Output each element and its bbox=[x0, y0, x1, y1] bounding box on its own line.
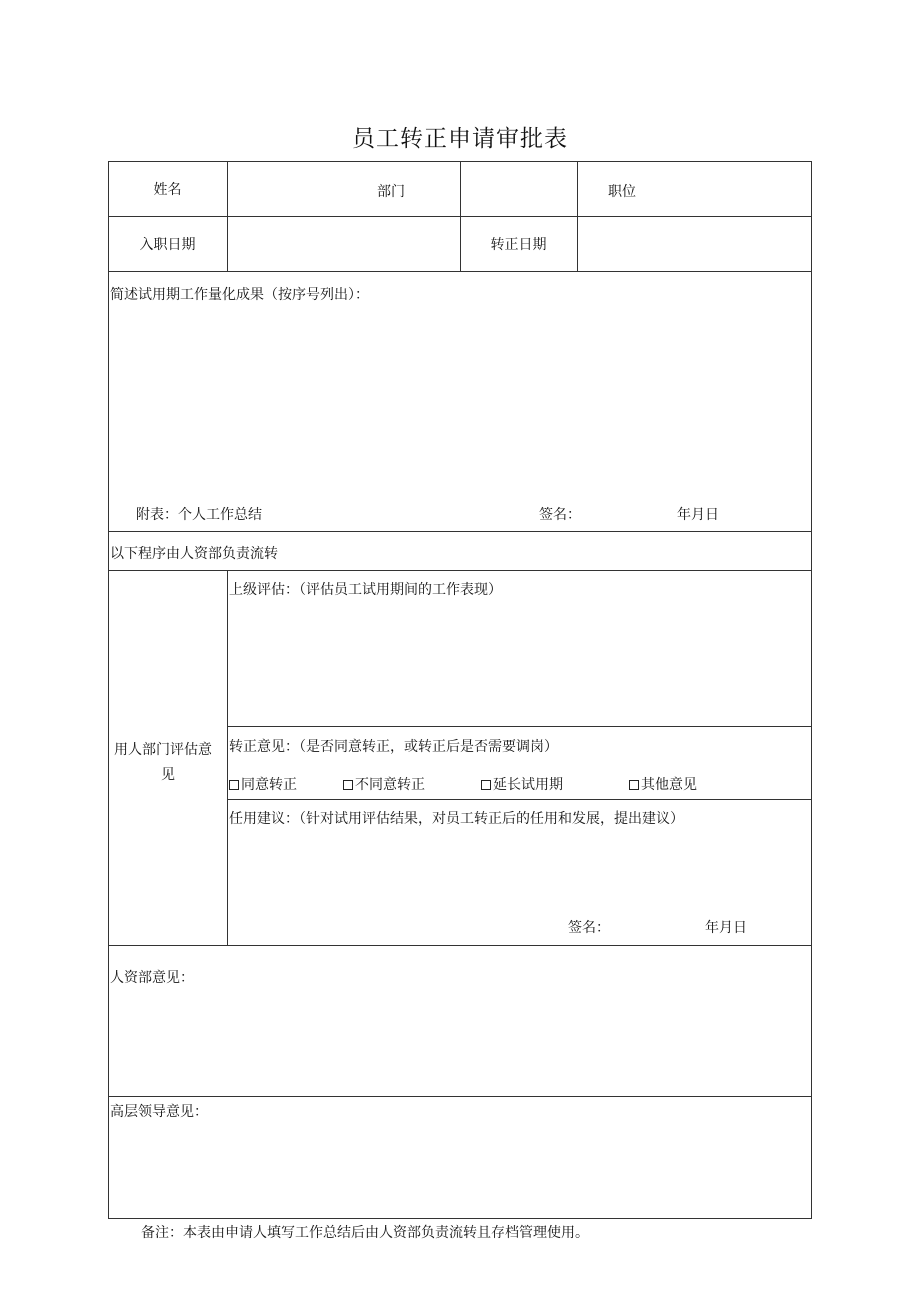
position-cell[interactable] bbox=[577, 161, 812, 216]
checkbox-icon[interactable] bbox=[629, 780, 639, 790]
appointment-suggestion-input[interactable] bbox=[229, 830, 809, 910]
dept-eval-label-line2: 见 bbox=[161, 767, 175, 783]
row-divider bbox=[108, 531, 812, 532]
summary-input-area[interactable] bbox=[110, 305, 810, 495]
checkbox-icon[interactable] bbox=[343, 780, 353, 790]
dept-eval-label-line1: 用人部门评估意 bbox=[114, 742, 212, 758]
checkbox-icon[interactable] bbox=[481, 780, 491, 790]
appointment-suggestion-prompt: 任用建议：（针对试用评估结果，对员工转正后的任用和发展，提出建议） bbox=[229, 811, 684, 827]
option-agree[interactable] bbox=[229, 774, 297, 794]
option-other[interactable] bbox=[629, 774, 697, 794]
option-agree-label: 同意转正 bbox=[241, 777, 297, 793]
option-disagree[interactable] bbox=[343, 774, 425, 794]
summary-date-label: 年月日 bbox=[677, 507, 719, 523]
row-divider bbox=[227, 726, 812, 727]
dept-value-cell[interactable] bbox=[460, 161, 577, 216]
position-label: 职位 bbox=[608, 184, 636, 200]
row-divider bbox=[108, 570, 812, 571]
opinion-prompt: 转正意见：（是否同意转正，或转正后是否需要调岗） bbox=[229, 739, 558, 755]
senior-opinion-label: 高层领导意见： bbox=[110, 1104, 208, 1120]
supervisor-eval-prompt: 上级评估：（评估员工试用期间的工作表现） bbox=[229, 582, 502, 598]
checkbox-icon[interactable] bbox=[229, 780, 239, 790]
option-disagree-label: 不同意转正 bbox=[355, 777, 425, 793]
name-label: 姓名 bbox=[153, 181, 182, 198]
dept-label: 部门 bbox=[377, 184, 405, 200]
hire-date-label: 入职日期 bbox=[139, 236, 196, 253]
hire-date-value-cell[interactable] bbox=[227, 216, 460, 271]
hr-opinion-label: 人资部意见： bbox=[110, 970, 194, 986]
hr-opinion-input[interactable] bbox=[110, 990, 810, 1090]
option-extend-label: 延长试用期 bbox=[493, 777, 563, 793]
attachment-note: 附表：个人工作总结 bbox=[136, 507, 262, 523]
hr-flow-header: 以下程序由人资部负责流转 bbox=[110, 546, 278, 562]
page-title: 员工转正申请审批表 bbox=[352, 126, 568, 152]
name-value-and-dept-label[interactable] bbox=[227, 161, 460, 216]
summary-sign-label: 签名： bbox=[539, 507, 581, 523]
dept-date-label: 年月日 bbox=[705, 920, 747, 936]
summary-prompt: 简述试用期工作量化成果（按序号列出）： bbox=[110, 287, 369, 303]
supervisor-eval-input[interactable] bbox=[229, 600, 809, 722]
row-divider bbox=[227, 799, 812, 800]
row-divider bbox=[108, 271, 812, 272]
senior-opinion-input[interactable] bbox=[110, 1124, 810, 1214]
confirm-date-label: 转正日期 bbox=[490, 236, 547, 253]
column-divider bbox=[227, 570, 228, 945]
row-divider bbox=[108, 945, 812, 946]
footnote: 备注：本表由申请人填写工作总结后由人资部负责流转且存档管理使用。 bbox=[141, 1225, 589, 1241]
dept-sign-label: 签名： bbox=[568, 920, 610, 936]
row-divider bbox=[108, 1096, 812, 1097]
option-other-label: 其他意见 bbox=[641, 777, 697, 793]
option-extend-probation[interactable] bbox=[481, 774, 563, 794]
confirm-date-value-cell[interactable] bbox=[577, 216, 812, 271]
